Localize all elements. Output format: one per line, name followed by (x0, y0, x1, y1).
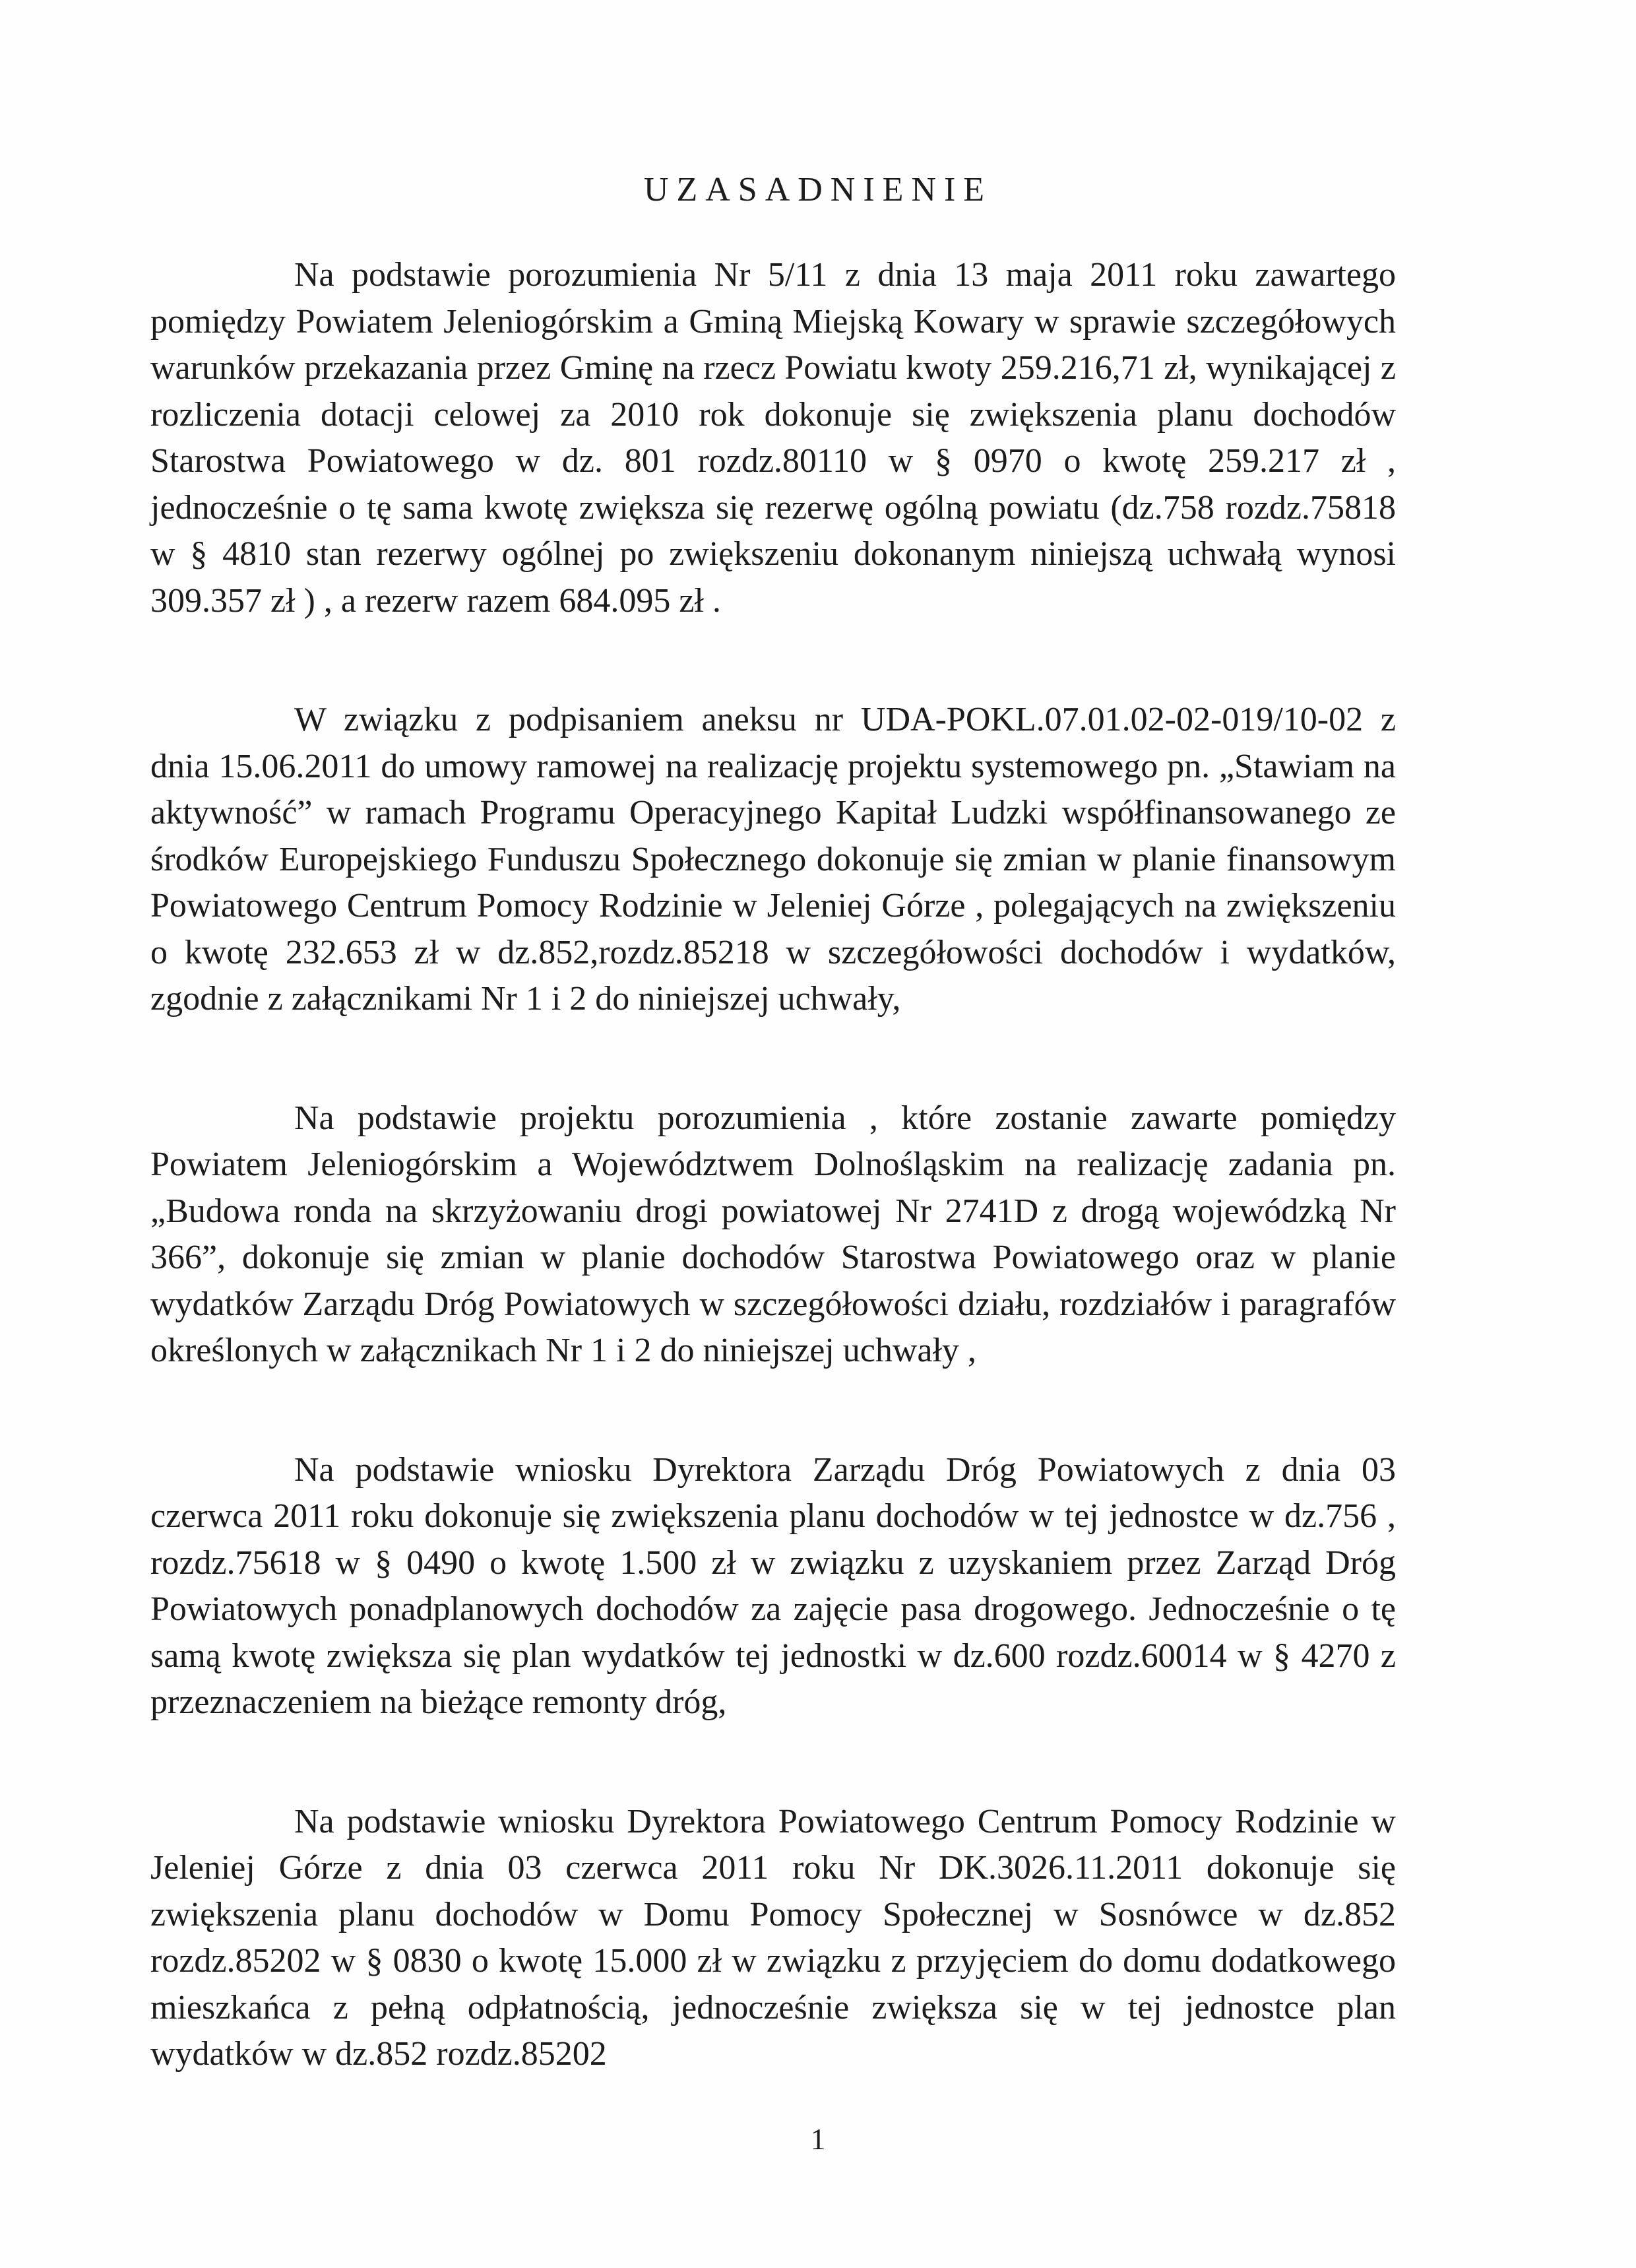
paragraph-4: Na podstawie wniosku Dyrektora Zarządu Dróg Powiatowych z dnia 03 czerwca 2011 roku dokonuje się zwiększenia planu dochodów w tej jednostce w dz.756 , rozdz.75618 w § 0490 o kwotę 1.500 zł w związku z uzyskaniem przez Zarząd Dróg Powiatowych ponadplanowych dochodów za zajęcie pasa drogowego. Jednocześnie o tę samą kwotę zwiększa się plan wydatków tej jednostki w dz.600 rozdz.60014 w § 4270 z przeznaczeniem na bieżące remonty dróg, (150, 1450, 1396, 1721)
page-number: 1 (810, 2122, 826, 2156)
paragraph-2: W związku z podpisaniem aneksu nr UDA-POKL.07.01.02-02-019/10-02 z dnia 15.06.2011 do umowy ramowej na realizację projektu systemowego pn. „Stawiam na aktywność” w ramach Programu Operacyjnego Kapitał Ludzki współfinansowanego ze środków Europejskiego Funduszu Społecznego dokonuje się zmian w planie finansowym Powiatowego Centrum Pomocy Rodzinie w Jeleniej Górze , polegających na zwiększeniu o kwotę 232.653 zł w dz.852,rozdz.85218 w szczegółowości dochodów i wydatków, zgodnie z załącznikami Nr 1 i 2 do niniejszej uchwały, (150, 701, 1396, 1018)
document-body (150, 252, 1396, 2151)
document-title: UZASADNIENIE (643, 171, 993, 209)
paragraph-1: Na podstawie porozumienia Nr 5/11 z dnia 13 maja 2011 roku zawartego pomiędzy Powiatem Jeleniogórskim a Gminą Miejską Kowary w sprawie szczegółowych warunków przekazania przez Gminę na rzecz Powiatu kwoty 259.216,71 zł, wynikającej z rozliczenia dotacji celowej za 2010 rok dokonuje się zwiększenia planu dochodów Starostwa Powiatowego w dz. 801 rozdz.80110 w § 0970 o kwotę 259.217 zł , jednocześnie o tę sama kwotę zwiększa się rezerwę ogólną powiatu (dz.758 rozdz.75818 w § 4810 stan rezerwy ogólnej po zwiększeniu dokonanym niniejszą uchwałą wynosi 309.357 zł ) , a rezerw razem 684.095 zł . (150, 256, 1396, 620)
paragraph-3: Na podstawie projektu porozumienia , które zostanie zawarte pomiędzy Powiatem Jeleniogórskim a Województwem Dolnośląskim na realizację zadania pn. „Budowa ronda na skrzyżowaniu drogi powiatowej Nr 2741D z drogą wojewódzką Nr 366”, dokonuje się zmian w planie dochodów Starostwa Powiatowego oraz w planie wydatków Zarządu Dróg Powiatowych w szczegółowości działu, rozdziałów i paragrafów określonych w załącznikach Nr 1 i 2 do niniejszej uchwały , (150, 1099, 1396, 1369)
paragraph-5: Na podstawie wniosku Dyrektora Powiatowego Centrum Pomocy Rodzinie w Jeleniej Górze z dnia 03 czerwca 2011 roku Nr DK.3026.11.2011 dokonuje się zwiększenia planu dochodów w Domu Pomocy Społecznej w Sosnówce w dz.852 rozdz.85202 w § 0830 o kwotę 15.000 zł w związku z przyjęciem do domu dodatkowego mieszkańca z pełną odpłatnością, jednocześnie zwiększa się w tej jednostce plan wydatków w dz.852 rozdz.85202 (150, 1802, 1396, 2073)
